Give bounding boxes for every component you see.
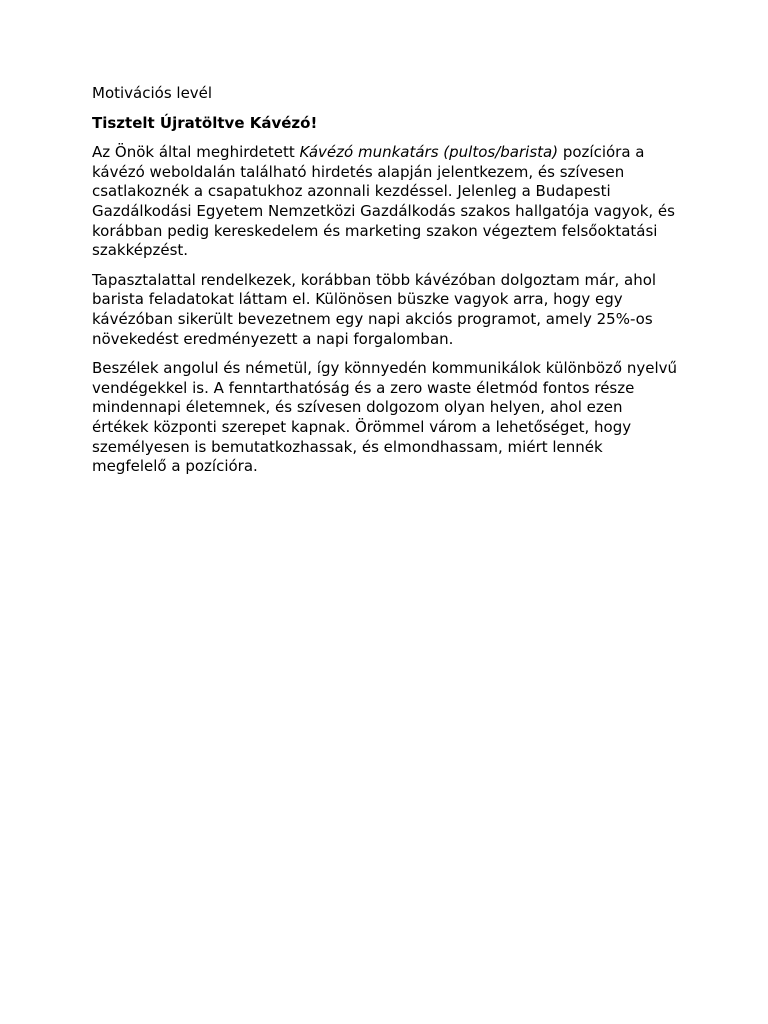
paragraph-3: Beszélek angolul és németül, így könnyedén kommunikálok különböző nyelvű vendégekkel is. A fenntarthatóság és a zero waste életmód fontos része mindennapi életemnek, és szívesen dolgozom olyan helyen, ahol ezen értékek központi szerepet kapnak. Örömmel várom a lehetőséget, hogy személyesen is bemutatkozhassak, és elmondhassam, miért lennék megfelelő a pozícióra. (92, 359, 677, 476)
letter-body (92, 84, 682, 487)
paragraph-2: Tapasztalattal rendelkezek, korábban több kávézóban dolgoztam már, ahol barista feladatokat láttam el. Különösen büszke vagyok arra, hogy egy kávézóban sikerült bevezetnem egy napi akciós programot, amely 25%-os növekedést eredményezett a napi forgalomban. (92, 270, 657, 348)
position-name: Kávézó munkatárs (pultos/barista) (299, 143, 559, 162)
paragraph-1 (92, 143, 682, 261)
paragraph-1-rest: pozícióra a kávézó weboldalán található hirdetés alapján jelentkezem, és szívesen csatlakoznék a csapatukhoz azonnali kezdéssel. Jelenleg a Budapesti Gazdálkodási Egyetem Nemzetközi Gazdálkodás szakos hallgatója vagyok, és korábban pedig kereskedelem és marketing szakon végeztem felsőoktatási szakképzést. (92, 143, 675, 260)
salutation: Tisztelt Újratöltve Kávézó! (92, 113, 318, 132)
document-title: Motivációs levél (92, 84, 213, 102)
paragraph-1-intro: Az Önök által meghirdetett (92, 143, 300, 162)
